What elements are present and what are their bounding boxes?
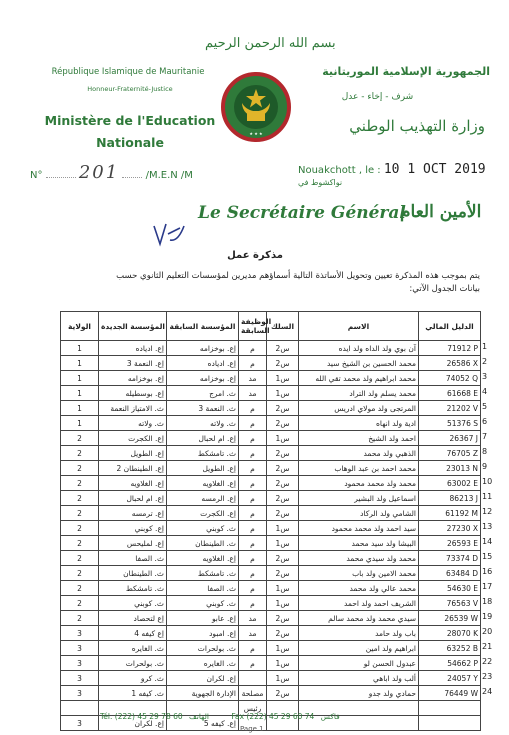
footer-fax-ar: فاكس [320,712,340,721]
cell-new-school: إع. بوخزامه [99,371,167,386]
header-mle: الدليل المالي [419,312,481,341]
intro-line1: يتم بموجب هذه المذكرة تعيين وتحويل الأساتذة التالية أسماؤهم مديرين لمؤسسات التعليم الثانوي حسب [116,271,480,281]
header-name: الاسم [299,312,419,341]
cell-new-school: إع. ادياده [99,341,167,356]
cell-prev-function: م [239,581,267,596]
cell-new-school: ث. كوبني [99,596,167,611]
cell-new-school: إع. ام لحبال [99,491,167,506]
header-prev-function: الوظيفة السابقة [239,312,267,341]
memo-intro [60,270,480,296]
cell-old-school: ث. تامشكط [167,446,239,461]
cell-prev-function: م [239,491,267,506]
cell-mle: 61668 E [419,386,481,401]
cell-old-school: الإدارة الجهوية [167,686,239,701]
cell-name: آن بوي ولد الداه ولد ايده [299,341,419,356]
cell-name: احمد ولد الشيخ [299,431,419,446]
ar-ministry: وزارة التهذيب الوطني [349,117,485,135]
cell-wilaya: 1 [61,371,99,386]
cell-wilaya: 2 [61,521,99,536]
cell-prev-function: م [239,566,267,581]
cell-prev-function: م [239,401,267,416]
cell-name: البيشا ولد سيد محمد [299,536,419,551]
cell-mle: 24057 Y [419,671,481,686]
cell-old-school: إع. الغلاويه [167,476,239,491]
table-row [61,521,481,536]
row-number: 14 [482,537,493,546]
cell-name: محمد عالي ولد محمد [299,581,419,596]
cell-new-school: ث. الصفا [99,551,167,566]
footer-tel-ar: الهاتف [189,712,210,721]
table-header-row [61,312,481,341]
cell-new-school: إع. ترمسه [99,506,167,521]
cell-prev-function: مصلحة [239,686,267,701]
cell-new-school: إع. الكجرت [99,431,167,446]
cell-old-school: إع. بوخزامه [167,341,239,356]
footer-tel: Tél. (222) 45 29 78 60 [100,712,183,721]
cell-new-school: ث. كيفه 1 [99,686,167,701]
cell-prev-function: رئيس [239,701,267,716]
cell-prev-function: م [239,536,267,551]
cell-grade: س2 [267,461,299,476]
cell-wilaya: 1 [61,386,99,401]
row-numbers [482,339,504,699]
cell-prev-function: مد [239,626,267,641]
cell-grade: س2 [267,551,299,566]
cell-wilaya: 2 [61,506,99,521]
cell-old-school: إع. عابو [167,611,239,626]
cell-grade: س2 [267,446,299,461]
cell-prev-function: م [239,506,267,521]
cell-name: محمد يسلم ولد التراد [299,386,419,401]
cell-name: محمد ولد سيدي محمد [299,551,419,566]
bismillah: بسم الله الرحمن الرحيم [205,36,336,51]
date-stamp: 10 1 OCT 2019 [383,162,486,177]
cell-old-school: ث. الطينطان [167,536,239,551]
cell-old-school: ث. كوبني [167,521,239,536]
cell-name: ابراهيم ولد امين [299,641,419,656]
cell-name: ألب ولد اباهي [299,671,419,686]
row-number: 17 [482,582,493,591]
cell-name: المرتجى ولد مولاي ادريس [299,401,419,416]
table-row [61,671,481,686]
cell-mle: 54662 P [419,656,481,671]
cell-grade: س1 [267,386,299,401]
fr-ministry-line1: Ministère de l'Education [44,113,216,128]
cell-new-school: إع. النعمة 3 [99,356,167,371]
cell-old-school: إع. لكران [167,671,239,686]
row-number: 19 [482,612,493,621]
date-line [298,162,508,188]
cell-grade: س2 [267,356,299,371]
cell-wilaya: 1 [61,341,99,356]
cell-new-school: إع. كوبني [99,521,167,536]
cell-grade: س2 [267,611,299,626]
ref-number: 201 [78,162,120,183]
cell-old-school: إع. امبود [167,626,239,641]
table-row [61,461,481,476]
cell-grade: س1 [267,371,299,386]
header-grade: السلك [267,312,299,341]
table-row [61,641,481,656]
cell-old-school: ث. الغايره [167,656,239,671]
cell-name: باب ولد حامد [299,626,419,641]
cell-old-school: ث. كوبني [167,596,239,611]
national-seal-icon [221,71,291,143]
cell-prev-function: م [239,416,267,431]
cell-prev-function: م [239,356,267,371]
table-row [61,401,481,416]
cell-old-school: إع. الغلاويه [167,551,239,566]
row-number: 3 [482,372,488,381]
cell-name: عبدول الحسن لو [299,656,419,671]
cell-wilaya [61,701,99,716]
cell-new-school: ث. الطينطان [99,566,167,581]
cell-new-school: إع لتحصاد [99,611,167,626]
cell-old-school: إع. ادياده [167,356,239,371]
cell-wilaya: 2 [61,431,99,446]
cell-old-school: إع. ام لحبال [167,431,239,446]
cell-name: محمد احمد بن عبد الوهاب [299,461,419,476]
cell-old-school: إع. الكجرت [167,506,239,521]
cell-name: محمد الامين ولد باب [299,566,419,581]
cell-wilaya: 3 [61,671,99,686]
cell-mle: 63002 E [419,476,481,491]
cell-old-school: ث. الصفا [167,581,239,596]
fr-ministry-line2: Nationale [96,135,164,150]
cell-prev-function: مد [239,611,267,626]
cell-new-school: إع. الطينطان 2 [99,461,167,476]
cell-wilaya: 2 [61,461,99,476]
row-number: 20 [482,627,493,636]
cell-old-school: ث. تامشكط [167,566,239,581]
cell-mle: 54630 E [419,581,481,596]
cell-old-school: ث. امرج [167,386,239,401]
cell-grade: س1 [267,581,299,596]
header-old-school: المؤسسة السابقة [167,312,239,341]
cell-grade: س1 [267,641,299,656]
cell-new-school: ث. الغايره [99,641,167,656]
signatory-fr: Le Secrétaire Général [198,203,406,223]
cell-new-school: إع. بوسطيله [99,386,167,401]
cell-name: الذهبي ولد محمد [299,446,419,461]
cell-new-school: ث. تامشكط [99,581,167,596]
cell-grade: س2 [267,566,299,581]
fr-motto: Honneur-Fraternité-Justice [87,85,173,93]
cell-new-school: إع. الطويل [99,446,167,461]
cell-wilaya: 1 [61,401,99,416]
row-number: 1 [482,342,488,351]
cell-new-school: إع كيفه 4 [99,626,167,641]
row-number: 21 [482,642,493,651]
row-number: 13 [482,522,493,531]
cell-old-school: ث. ولاته [167,416,239,431]
cell-prev-function: م [239,341,267,356]
cell-grade: س2 [267,341,299,356]
cell-grade: س2 [267,491,299,506]
cell-wilaya: 2 [61,611,99,626]
cell-grade: س2 [267,686,299,701]
cell-name: محمد ابراهيم ولد محمد تقي الله [299,371,419,386]
cell-prev-function: مد [239,386,267,401]
cell-old-school: إع. كيفه 5 [167,716,239,731]
cell-mle: 63484 D [419,566,481,581]
signatory-ar: الأمين العام [400,202,482,222]
cell-name: ادية ولد انهاه [299,416,419,431]
cell-prev-function: م [239,431,267,446]
cell-wilaya: 2 [61,536,99,551]
table-row [61,506,481,521]
cell-name: سيد احمد ولد محمد محمود [299,521,419,536]
cell-wilaya: 2 [61,476,99,491]
cell-old-school: إع. الطويل [167,461,239,476]
cell-wilaya: 2 [61,491,99,506]
cell-new-school: ث. الامتياز النعمة [99,401,167,416]
ref-suffix: /M.E.N /M [145,170,193,181]
cell-mle: 28070 K [419,626,481,641]
cell-mle: 74052 Q [419,371,481,386]
footer-fax: Fax (222) 45 29 60 74 [231,712,315,721]
cell-mle: 51376 S [419,416,481,431]
row-number: 10 [482,477,493,486]
table-row [61,431,481,446]
cell-mle: 26593 E [419,536,481,551]
cell-wilaya: 3 [61,716,99,731]
memo-title: مذكرة عمل [227,250,283,261]
cell-old-school: إع. الرمسه [167,491,239,506]
table-row [61,596,481,611]
cell-prev-function: مد [239,371,267,386]
cell-wilaya: 3 [61,641,99,656]
cell-mle: 71912 P [419,341,481,356]
cell-mle: 26367 J [419,431,481,446]
cell-wilaya: 3 [61,626,99,641]
city-ar: نواكشوط في [298,178,343,187]
cell-old-school: إع. بوخزامه [167,371,239,386]
table-row [61,416,481,431]
cell-grade: س1 [267,431,299,446]
svg-text:★ ★ ★: ★ ★ ★ [249,131,263,136]
cell-prev-function: م [239,596,267,611]
row-number: 15 [482,552,493,561]
ar-republic: الجمهورية الإسلامية الموريتانية [322,65,490,78]
table-row [61,566,481,581]
table-row [61,386,481,401]
header-wilaya: الولاية [61,312,99,341]
cell-mle: 26539 W [419,611,481,626]
cell-grade: س1 [267,521,299,536]
cell-grade: س1 [267,596,299,611]
table-row [61,341,481,356]
cell-new-school: إع. الغلاويه [99,476,167,491]
cell-grade: س2 [267,476,299,491]
table-row [61,686,481,701]
table-row [61,356,481,371]
cell-mle: 86213 J [419,491,481,506]
row-number: 23 [482,672,493,681]
cell-name: الشريف احمد ولد احمد [299,596,419,611]
row-number: 16 [482,567,493,576]
cell-new-school: إع. لكران [99,716,167,731]
cell-name: حمادي ولد جدو [299,686,419,701]
cell-new-school: ث. ولاته [99,416,167,431]
cell-wilaya: 1 [61,416,99,431]
cell-wilaya: 2 [61,551,99,566]
cell-mle: 63252 B [419,641,481,656]
intro-line2: بيانات الجدول الآتي: [409,284,480,294]
cell-grade: س2 [267,416,299,431]
cell-new-school: إع. لمليحس [99,536,167,551]
table-row [61,581,481,596]
footer [100,712,450,721]
table-row [61,656,481,671]
cell-old-school: ث. بولحرات [167,641,239,656]
table-row [61,491,481,506]
cell-old-school: ث. النعمة 3 [167,401,239,416]
row-number: 2 [482,357,488,366]
cell-new-school: ث. بولحرات [99,656,167,671]
cell-grade: س2 [267,401,299,416]
table-row [61,626,481,641]
row-number: 24 [482,687,493,696]
table-row [61,476,481,491]
city-label: Nouakchott , le : [298,165,381,176]
cell-prev-function: م [239,521,267,536]
cell-mle: 26586 X [419,356,481,371]
cell-wilaya: 3 [61,686,99,701]
cell-prev-function: م [239,656,267,671]
cell-wilaya: 2 [61,446,99,461]
signature-icon [150,220,190,250]
table-row [61,611,481,626]
cell-mle: 61192 M [419,506,481,521]
row-number: 9 [482,462,488,471]
cell-mle: 23013 N [419,461,481,476]
table-row [61,551,481,566]
cell-name: محمد الحسين بن الشيخ سيد [299,356,419,371]
cell-name: محمد ولد محمد محمود [299,476,419,491]
cell-prev-function: م [239,446,267,461]
fr-republic: République Islamique de Mauritanie [51,67,205,77]
cell-wilaya: 2 [61,581,99,596]
cell-grade: س2 [267,506,299,521]
row-number: 18 [482,597,493,606]
table-row [61,371,481,386]
cell-grade: س2 [267,626,299,641]
cell-prev-function: م [239,641,267,656]
cell-wilaya: 1 [61,356,99,371]
page-number: Page 1 [240,725,264,733]
cell-wilaya: 2 [61,566,99,581]
row-number: 7 [482,432,488,441]
assignments-table [60,311,481,731]
ar-motto: شرف - إخاء - عدل [341,92,414,102]
row-number: 5 [482,402,488,411]
ref-prefix: N° [30,170,43,181]
cell-grade: س1 [267,656,299,671]
cell-prev-function: م [239,476,267,491]
cell-mle: 27230 X [419,521,481,536]
cell-name: اسماعيل ولد البشير [299,491,419,506]
reference-number [30,162,193,183]
cell-grade: س1 [267,671,299,686]
cell-mle: 76449 W [419,686,481,701]
cell-grade: س1 [267,536,299,551]
row-number: 8 [482,447,488,456]
header-new-school: المؤسسة الجديدة [99,312,167,341]
cell-name: سيدي محمد ولد محمد سالم [299,611,419,626]
cell-wilaya: 2 [61,596,99,611]
cell-mle: 76705 Z [419,446,481,461]
row-number: 6 [482,417,488,426]
cell-prev-function: م [239,461,267,476]
cell-prev-function [239,671,267,686]
table-row [61,536,481,551]
cell-name: الشامي ولد الركاد [299,506,419,521]
row-number: 22 [482,657,493,666]
cell-prev-function: م [239,551,267,566]
cell-mle: 76563 V [419,596,481,611]
row-number: 11 [482,492,493,501]
cell-mle: 21202 V [419,401,481,416]
fr-ministry [40,110,220,154]
cell-new-school: ث. كرو [99,671,167,686]
row-number: 4 [482,387,488,396]
cell-wilaya: 3 [61,656,99,671]
cell-mle: 73374 D [419,551,481,566]
table-row [61,446,481,461]
row-number: 12 [482,507,493,516]
